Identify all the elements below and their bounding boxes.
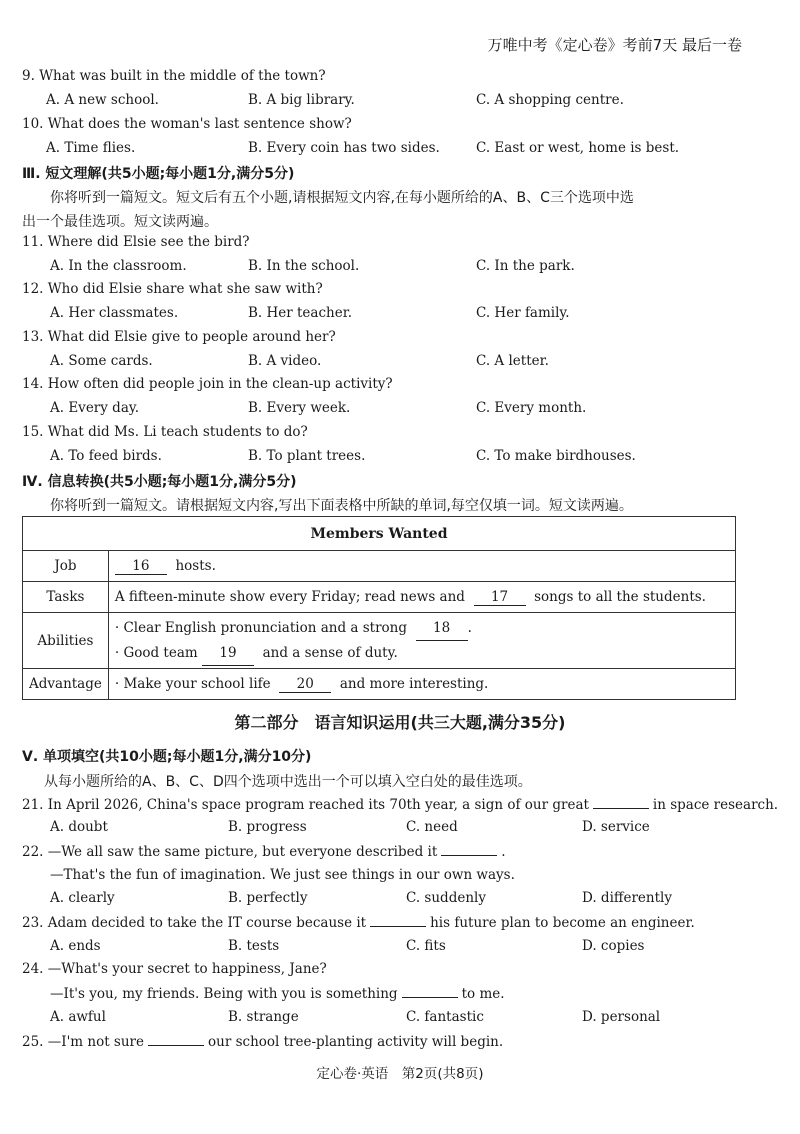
q21-option-d: D. service: [582, 819, 650, 835]
table-title: Members Wanted: [23, 517, 736, 551]
q24-response: [50, 985, 760, 1002]
q22-option-a: A. clearly: [50, 890, 115, 906]
question-23-stem: [22, 914, 760, 931]
tasks-text-pre: A fifteen-minute show every Friday; read news and: [114, 588, 465, 605]
abilities-line1-pre: · Clear English pronunciation and a strong: [114, 619, 408, 636]
blank-20: 20: [279, 676, 331, 693]
q23-text-post: his future plan to become an engineer.: [430, 915, 695, 931]
question-24-stem: 24. —What's your secret to happiness, Jane?: [22, 961, 327, 977]
question-22-stem: [22, 843, 760, 860]
q21-text-post: in space research.: [652, 797, 779, 813]
q22-option-d: D. differently: [582, 890, 672, 906]
q24-blank: [402, 985, 458, 998]
question-10-stem: 10. What does the woman's last sentence show?: [22, 116, 352, 132]
row-label-tasks: Tasks: [23, 582, 109, 613]
table-row-advantage: [23, 669, 736, 700]
q23-option-b: B. tests: [228, 938, 280, 954]
abilities-line1-post: .: [467, 619, 472, 636]
q9-option-c: C. A shopping centre.: [476, 92, 624, 108]
q22-option-c: C. suddenly: [406, 890, 486, 906]
q12-option-b: B. Her teacher.: [248, 305, 352, 321]
q24-option-b: B. strange: [228, 1009, 299, 1025]
page-footer: 定心卷·英语 第2页(共8页): [316, 1066, 484, 1082]
q23-blank: [370, 914, 426, 927]
q15-option-c: C. To make birdhouses.: [476, 448, 636, 464]
page-header: 万唯中考《定心卷》考前7天 最后一卷: [487, 36, 742, 54]
q23-option-d: D. copies: [582, 938, 645, 954]
q21-text-pre: 21. In April 2026, China's space program reached its 70th year, a sign of our great: [22, 797, 589, 813]
q14-option-c: C. Every month.: [476, 400, 587, 416]
part-2-title: 第二部分 语言知识运用(共三大题,满分35分): [234, 713, 566, 732]
q11-option-c: C. In the park.: [476, 258, 575, 274]
q13-option-a: A. Some cards.: [50, 353, 153, 369]
q25-text-pre: 25. —I'm not sure: [22, 1034, 145, 1050]
q9-option-b: B. A big library.: [248, 92, 355, 108]
blank-16: 16: [115, 558, 167, 575]
q10-option-c: C. East or west, home is best.: [476, 140, 680, 156]
q23-text-pre: 23. Adam decided to take the IT course because it: [22, 915, 367, 931]
q10-option-b: B. Every coin has two sides.: [248, 140, 440, 156]
row-label-advantage: Advantage: [23, 669, 109, 700]
table-row-abilities: [23, 613, 736, 669]
section-4-instruction: 你将听到一篇短文。请根据短文内容,写出下面表格中所缺的单词,每空仅填一词。短文读两遍。: [50, 498, 633, 514]
section-5-instruction: 从每小题所给的A、B、C、D四个选项中选出一个可以填入空白处的最佳选项。: [44, 774, 532, 790]
advantage-text-pre: · Make your school life: [114, 675, 271, 692]
q11-option-a: A. In the classroom.: [50, 258, 187, 274]
question-15-stem: 15. What did Ms. Li teach students to do?: [22, 424, 308, 440]
q13-option-b: B. A video.: [248, 353, 322, 369]
blank-18: 18: [416, 616, 468, 641]
question-13-stem: 13. What did Elsie give to people around her?: [22, 329, 336, 345]
blank-19: 19: [202, 641, 254, 666]
q12-option-c: C. Her family.: [476, 305, 570, 321]
abilities-line2-pre: · Good team: [114, 644, 198, 661]
q10-option-a: A. Time flies.: [46, 140, 136, 156]
q25-text-post: our school tree-planting activity will begin.: [208, 1034, 504, 1050]
q9-option-a: A. A new school.: [46, 92, 159, 108]
job-text: hosts.: [175, 557, 216, 574]
table-row-job: [23, 551, 736, 582]
question-14-stem: 14. How often did people join in the clean-up activity?: [22, 376, 393, 392]
q24-option-c: C. fantastic: [406, 1009, 484, 1025]
row-label-abilities: Abilities: [23, 613, 109, 669]
tasks-text-post: songs to all the students.: [534, 588, 706, 605]
section-3-instruction-2: 出一个最佳选项。短文读两遍。: [22, 214, 218, 230]
table-row-tasks: [23, 582, 736, 613]
blank-17: 17: [474, 589, 526, 606]
q13-option-c: C. A letter.: [476, 353, 549, 369]
members-wanted-table: [22, 516, 736, 700]
q22-response: —That's the fun of imagination. We just see things in our own ways.: [50, 867, 515, 883]
q11-option-b: B. In the school.: [248, 258, 360, 274]
q21-blank: [593, 796, 649, 809]
question-21-stem: [22, 796, 779, 813]
q23-option-a: A. ends: [50, 938, 101, 954]
q21-option-c: C. need: [406, 819, 458, 835]
q22-text-pre: 22. —We all saw the same picture, but everyone described it: [22, 844, 438, 860]
question-11-stem: 11. Where did Elsie see the bird?: [22, 234, 250, 250]
q22-blank: [441, 843, 497, 856]
q15-option-a: A. To feed birds.: [50, 448, 162, 464]
q15-option-b: B. To plant trees.: [248, 448, 366, 464]
q21-option-a: A. doubt: [50, 819, 108, 835]
q22-text-post: .: [501, 844, 506, 860]
q23-option-c: C. fits: [406, 938, 446, 954]
section-4-title: Ⅳ. 信息转换(共5小题;每小题1分,满分5分): [22, 474, 297, 490]
question-9-stem: 9. What was built in the middle of the town?: [22, 68, 326, 84]
question-12-stem: 12. Who did Elsie share what she saw with?: [22, 281, 323, 297]
question-25-stem: [22, 1033, 760, 1050]
q24-text-post: to me.: [461, 986, 505, 1002]
row-label-job: Job: [23, 551, 109, 582]
abilities-line2-post: and a sense of duty.: [262, 644, 398, 661]
q24-text-pre: —It's you, my friends. Being with you is something: [50, 986, 398, 1002]
section-3-instruction-1: 你将听到一篇短文。短文后有五个小题,请根据短文内容,在每小题所给的A、B、C三个选项中选: [50, 190, 634, 206]
q14-option-b: B. Every week.: [248, 400, 351, 416]
advantage-text-post: and more interesting.: [339, 675, 489, 692]
q24-option-d: D. personal: [582, 1009, 661, 1025]
section-3-title: Ⅲ. 短文理解(共5小题;每小题1分,满分5分): [22, 166, 295, 182]
q22-option-b: B. perfectly: [228, 890, 308, 906]
q12-option-a: A. Her classmates.: [50, 305, 179, 321]
q24-option-a: A. awful: [50, 1009, 106, 1025]
q14-option-a: A. Every day.: [50, 400, 139, 416]
q25-blank: [148, 1033, 204, 1046]
section-5-title: Ⅴ. 单项填空(共10小题;每小题1分,满分10分): [22, 749, 312, 765]
q21-option-b: B. progress: [228, 819, 307, 835]
